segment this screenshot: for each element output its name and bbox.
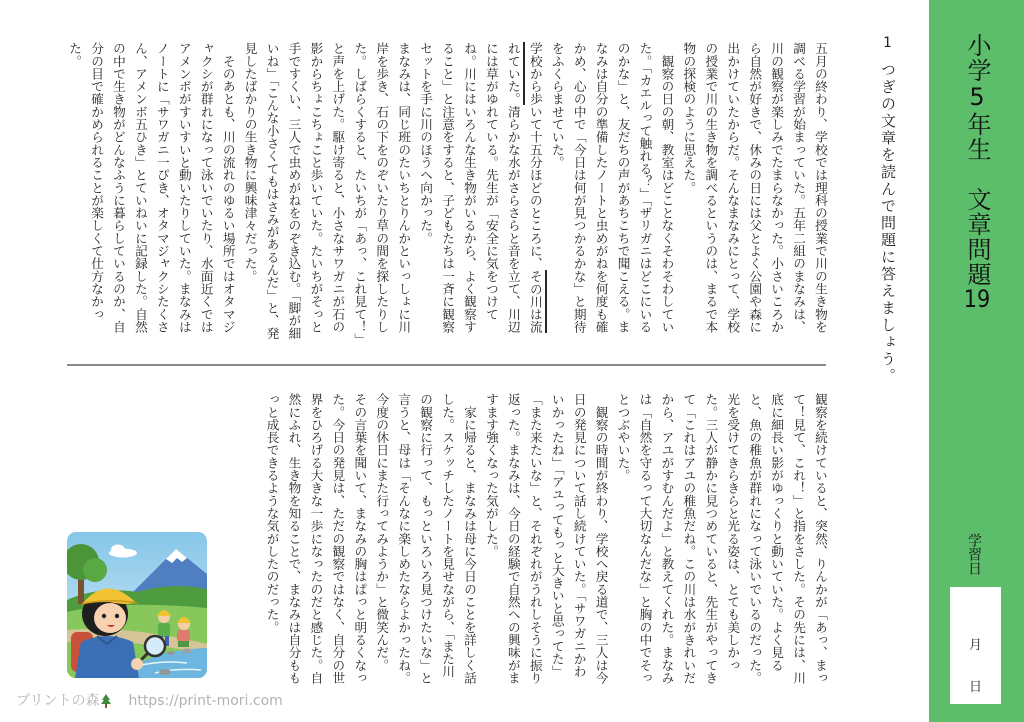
- passage-column: 見したばかりの生き物に興味津々だった。: [242, 42, 258, 283]
- passage-column: 返った。まなみは、今日の経験で自然への興味がま: [505, 393, 521, 684]
- passage-column: [524, 42, 546, 342]
- site-name: プリントの森: [16, 693, 100, 709]
- passage-column: の観察に行って、もっといろいろ見つけたいな」と: [418, 393, 434, 684]
- passage-column: 家に帰ると、まなみは母に今日のことを詳しく話: [462, 393, 477, 684]
- site-url-link[interactable]: https://print-mori.com: [128, 693, 283, 709]
- tree-icon: [100, 694, 112, 709]
- passage-bottom-block: [260, 393, 831, 693]
- passage-column: 出かけていたからだ。そんなまなみにとって、学校: [725, 42, 741, 333]
- passage-column: た。しばらくすると、たいちが「あっ、これ見て！」: [352, 42, 368, 346]
- passage-column: には草がゆれている。先生が「安全に気をつけて: [483, 42, 499, 321]
- passage-column: て！見て、これ！」と指をさした。その先には、川: [791, 393, 807, 684]
- passage-column: と、魚の稚魚が群れになって泳いでいるのだった。: [747, 393, 763, 684]
- passage-column: すます強くなった気がした。: [483, 393, 499, 558]
- title-name: 文章問題: [963, 187, 991, 287]
- children-observing-river-illustration: [67, 532, 207, 678]
- passage-column: 言うと、母は「そんなに楽しめたならよかったね。: [396, 393, 412, 684]
- site-footer: [16, 692, 283, 710]
- passage-column: 手ですくい、三人で虫めがねをのぞき込む。「脚が細: [286, 42, 302, 340]
- title-grade: 小学5年生: [963, 33, 991, 162]
- passage-column: と声を上げた。駆け寄ると、小さなサワガニが石の: [330, 42, 346, 333]
- question-instruction: つぎの文章を読んで問題に答えましょう。: [879, 62, 897, 385]
- passage-column: から、アユがすむんだよ」と教えてくれた。まなみ: [659, 393, 675, 684]
- passage-column: っと成長できるような気がしたのだった。: [264, 393, 280, 634]
- passage-column: ャクシが群れになって泳いでいたり、水面近くでは: [198, 42, 214, 333]
- passage-column: いかったね」「アユってもっと大きいと思ってた」: [549, 393, 565, 678]
- passage-column: をふくらませていた。: [549, 42, 565, 169]
- passage-column: いね」「こんな小さくてもはさみがあるんだ」と、発: [264, 42, 280, 340]
- passage-column: 観察の時間が終わり、学校へ戻る道で、三人は今: [593, 393, 609, 684]
- passage-column: ら自然が好きで、休みの日には父とよく公園や森に: [747, 42, 763, 333]
- passage-column: の中で生き物がどんなふうに暮らしているのか、自: [111, 42, 126, 333]
- passage-column: 岸を歩き、石の下をのぞいたり草の間を探したりし: [374, 42, 390, 333]
- study-date-label: 学習日: [966, 533, 982, 575]
- passage-column: 光を受けてきらきらと光る姿は、とても美しかっ: [725, 393, 741, 672]
- passage-column: た。今日の発見は、ただの観察ではなく、自分の世: [330, 393, 346, 684]
- title-number: 19: [963, 287, 991, 311]
- section-divider: [67, 364, 826, 366]
- passage-column: 五月の終わり、学校では理科の授業で川の生き物を: [813, 42, 828, 333]
- passage-column: 今度の休日にまた行ってみようか」と微笑んだ。: [374, 393, 390, 672]
- passage-text: 清らかな水がさらさらと音を立て、川辺: [505, 105, 521, 333]
- passage-column: [502, 42, 524, 342]
- day-label: 日: [969, 680, 983, 695]
- passage-column: た。三人が静かに見つめていると、先生がやってき: [703, 393, 719, 684]
- passage-column: た。「カエルって触れる？」「ザリガニはどこにいる: [637, 42, 653, 333]
- passage-column: 影からちょこちょこと歩いていた。たいちがそっと: [308, 42, 324, 333]
- passage-column: ること」と注意をすると、子どもたちは一斉に観察: [440, 42, 456, 333]
- passage-column: まなみは、同じ班のたいちとりんかといっしょに川: [396, 42, 412, 333]
- passage-column: 界をひろげる大きな一歩になったのだと感じた。自: [308, 393, 324, 684]
- passage-column: 日の発見について話し続けていた。「サワガニかわ: [571, 393, 587, 678]
- passage-column: た。: [67, 42, 83, 68]
- underlined-phrase: れていた。: [506, 42, 525, 105]
- passage-column: 調べる学習が始まっていた。五年二組のまなみは、: [791, 42, 807, 333]
- passage-column: は「自然を守るって大切なんだな」と胸の中でそっ: [637, 393, 653, 684]
- passage-top-block: [63, 42, 831, 346]
- passage-column: 分の目で確かめられることが楽しくて仕方なかっ: [89, 42, 105, 321]
- passage-column: なみは自分の準備したノートと虫めがねを何度も確: [593, 42, 609, 333]
- passage-column: ノートに「サワガニ一ぴき、オタマジャクシたくさ: [154, 42, 170, 333]
- passage-column: の授業で川の生き物を調べるというのは、まるで本: [703, 42, 719, 333]
- passage-column: 観察の日の朝、教室はどことなくそわそわしてい: [659, 42, 675, 333]
- passage-column: そのあとも、川の流れのゆるい場所ではオタマジ: [220, 42, 236, 333]
- underlined-phrase: その川は流: [528, 270, 547, 333]
- passage-column: アメンボがすいすいと動いたりしていた。まなみは: [176, 42, 192, 333]
- illustration-graphic: [67, 532, 207, 678]
- passage-column: 底に細長い影がゆっくりと動いていた。よく見る: [769, 393, 785, 672]
- passage-column: その言葉を聞いて、まなみの胸はぱっと明るくなっ: [352, 393, 368, 684]
- question-number: 1: [883, 35, 892, 51]
- passage-column: した。スケッチしたノートを見せながら、「また川: [440, 393, 456, 678]
- passage-column: 物の探検のように思えた。: [681, 42, 697, 194]
- passage-column: かめ、心の中で「今日は何が見つかるかな」と期待: [571, 42, 587, 333]
- passage-column: のかな」と、友だちの声があちこちで聞こえる。ま: [615, 42, 631, 333]
- passage-column: ん、アメンボ五ひき」とていねいに記録した。自然: [132, 42, 148, 333]
- passage-column: 然にふれ、生き物を知ることで、まなみは自分もも: [286, 393, 302, 684]
- passage-text: 学校から歩いて十五分ほどのところに、: [527, 42, 543, 270]
- passage-column: 川の観察が楽しみでたまらなかった。小さいころか: [769, 42, 785, 333]
- study-date-field[interactable]: [950, 587, 1001, 704]
- passage-column: とつぶやいた。: [615, 393, 631, 482]
- passage-column: 「また来たいな」と、それぞれがうれしそうに振り: [527, 393, 543, 684]
- month-label: 月: [969, 638, 983, 653]
- passage-column: て「これはアユの稚魚だね。この川は水がきれいだ: [681, 393, 697, 684]
- passage-column: 観察を続けていると、突然、りんかが「あっ、まっ: [813, 393, 828, 684]
- title-gap: [963, 162, 991, 187]
- worksheet-title: [965, 33, 989, 311]
- passage-column: ね。川にはいろんな生き物がいるから、よく観察す: [462, 42, 477, 333]
- passage-column: セットを手に川のほうへ向かった。: [418, 42, 434, 245]
